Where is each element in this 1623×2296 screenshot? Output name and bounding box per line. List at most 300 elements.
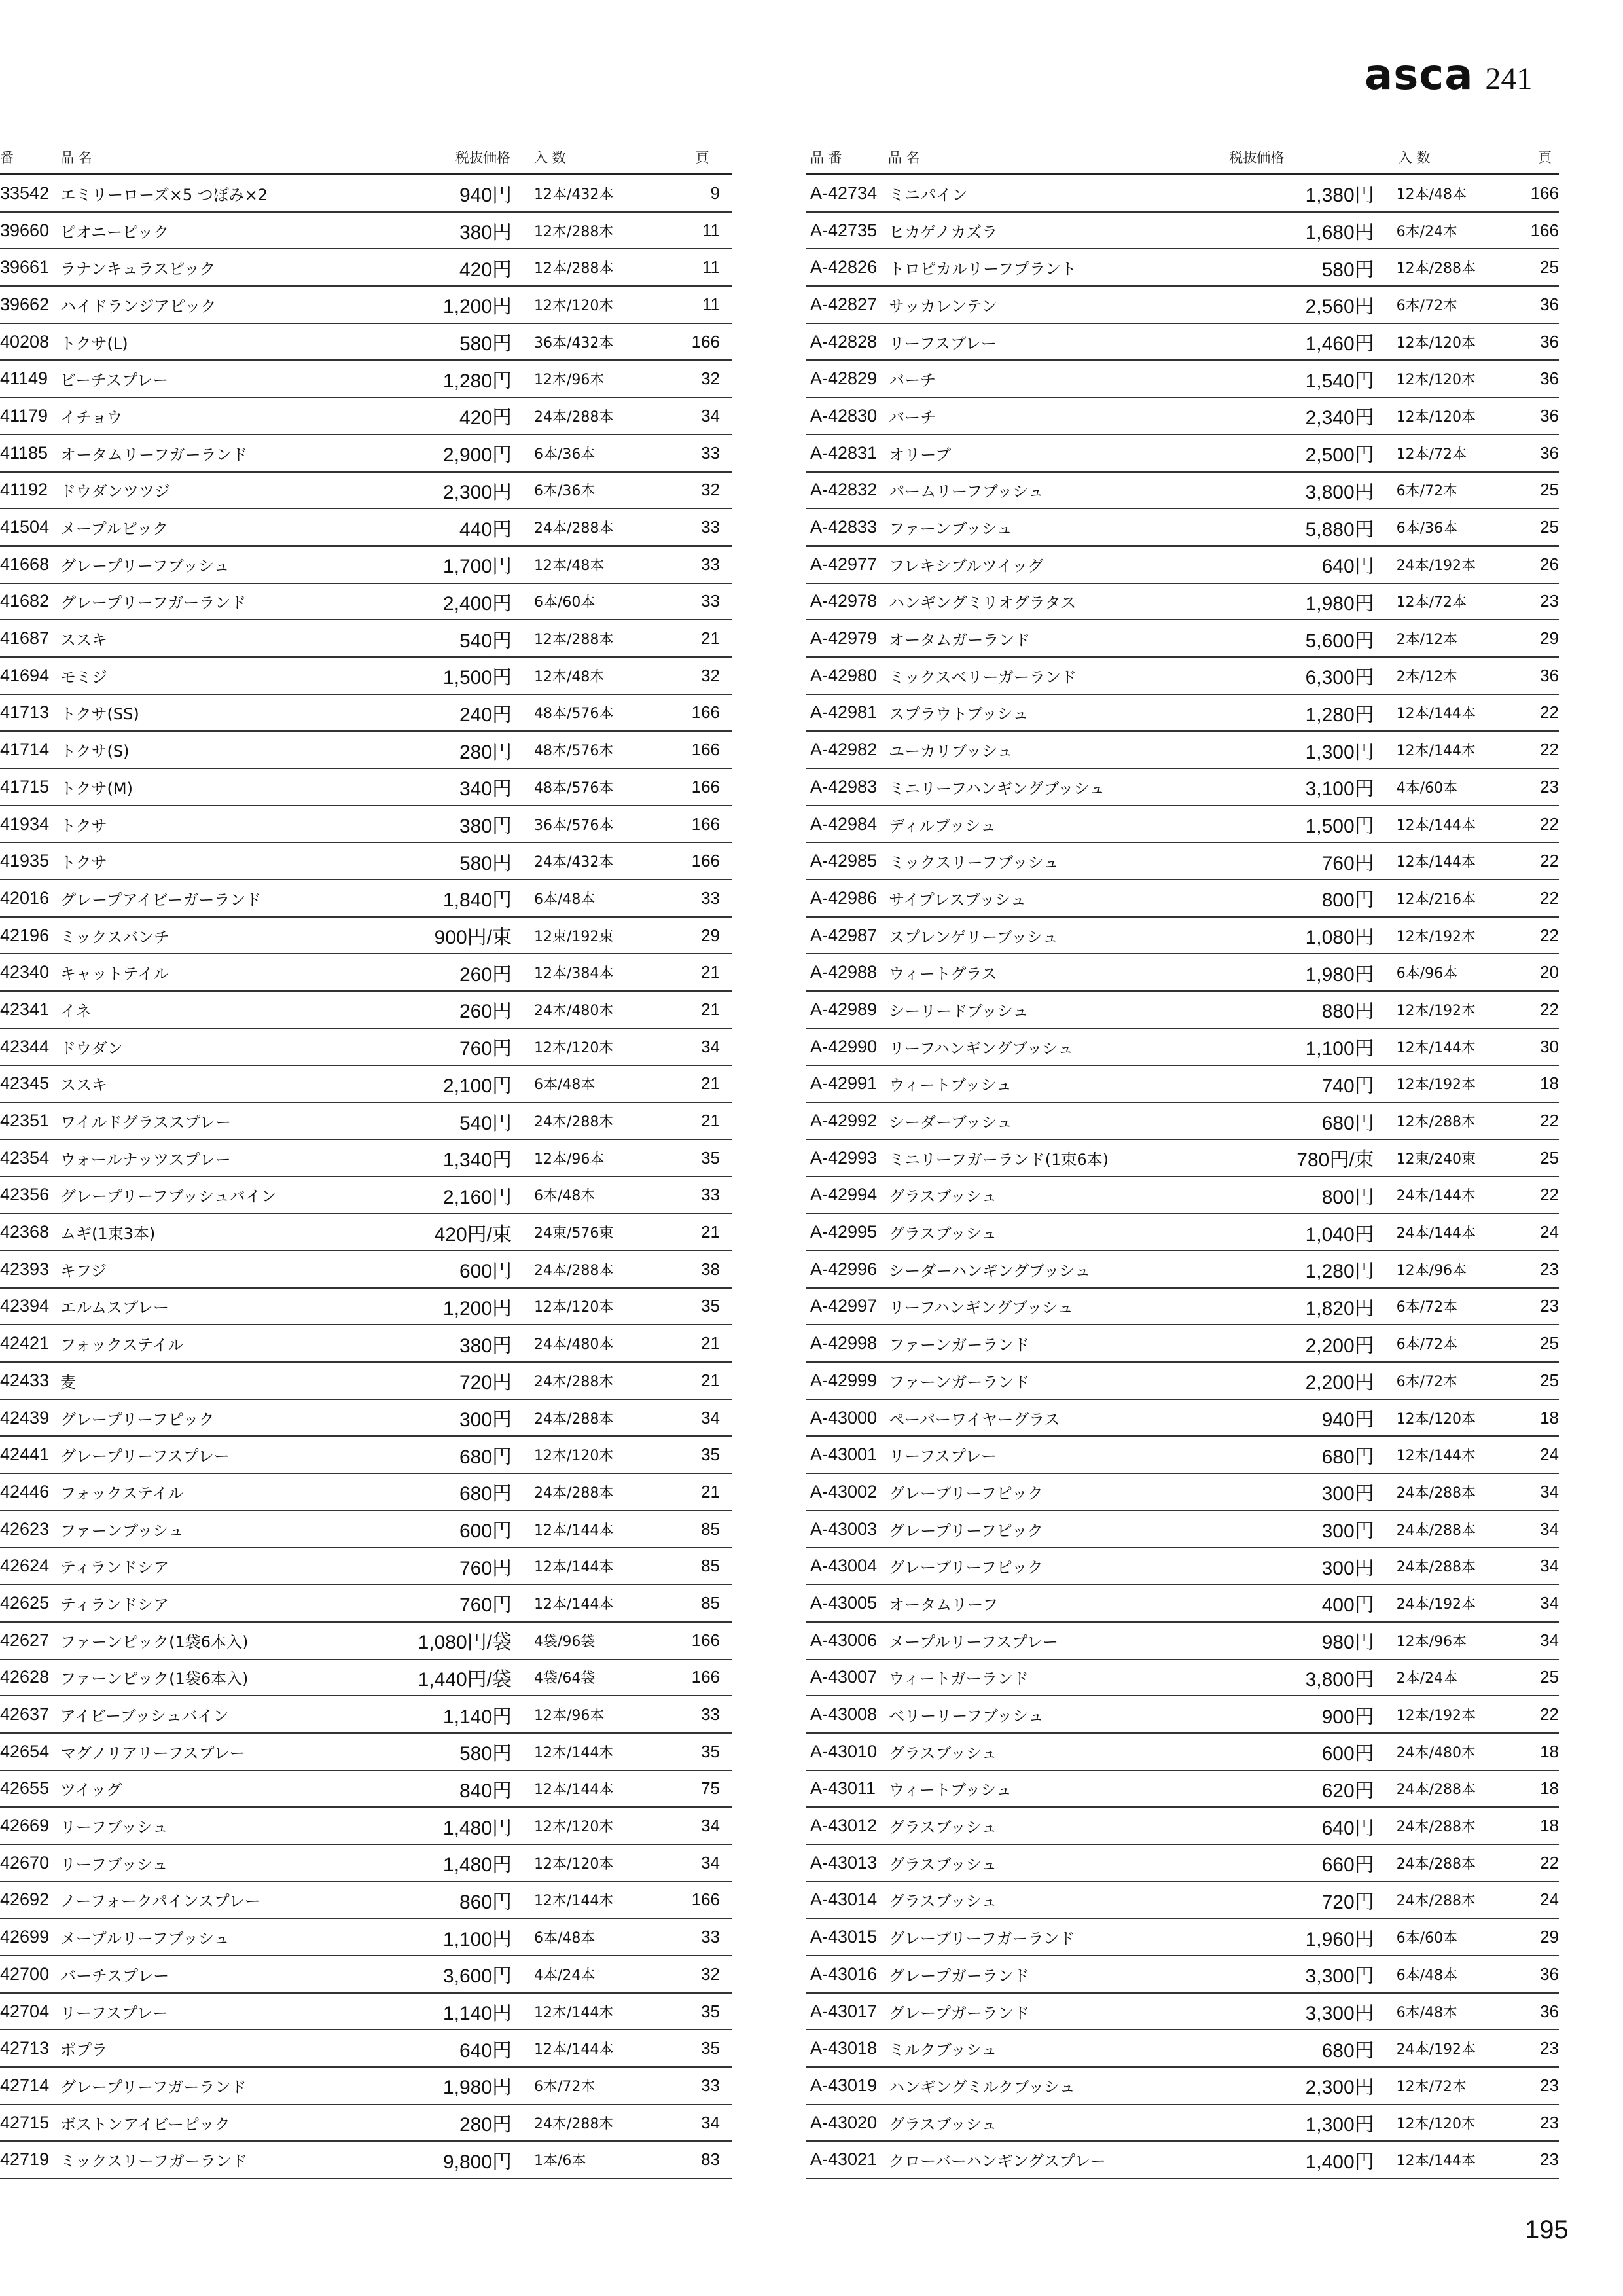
table-row bbox=[0, 1623, 732, 1660]
item-quantity: 24本/480本 bbox=[1396, 1744, 1476, 1761]
item-name: トクサ bbox=[60, 816, 107, 835]
table-row bbox=[806, 547, 1559, 584]
item-page: 23 bbox=[1540, 1259, 1559, 1279]
item-code: A-42988 bbox=[810, 962, 878, 982]
item-quantity: 6本/72本 bbox=[1396, 1299, 1458, 1316]
table-row bbox=[0, 175, 732, 213]
item-name: スプレンゲリーブッシュ bbox=[889, 927, 1058, 946]
item-price: 840円 bbox=[459, 1780, 512, 1802]
item-code: A-42996 bbox=[810, 1259, 878, 1279]
table-row bbox=[806, 769, 1559, 806]
item-quantity: 24本/480本 bbox=[534, 1336, 614, 1354]
item-price: 760円 bbox=[1321, 852, 1374, 874]
item-price: 380円 bbox=[459, 1335, 512, 1357]
item-price: 1,500円 bbox=[1305, 816, 1374, 838]
item-quantity: 24本/288本 bbox=[534, 1114, 614, 1131]
item-quantity: 6本/72本 bbox=[534, 2078, 596, 2095]
item-page: 11 bbox=[702, 294, 720, 314]
item-page: 33 bbox=[701, 517, 720, 537]
table-row bbox=[0, 1177, 732, 1215]
item-name: ボストンアイビーピック bbox=[60, 2115, 230, 2134]
item-name: キフジ bbox=[60, 1261, 107, 1280]
item-name: ミルクブッシュ bbox=[889, 2041, 997, 2060]
item-name: リーフスプレー bbox=[889, 334, 997, 353]
header-name: 品 名 bbox=[887, 150, 920, 166]
item-name: リーフブッシュ bbox=[60, 1855, 168, 1874]
item-page: 34 bbox=[701, 405, 720, 425]
item-price: 6,300円 bbox=[1305, 667, 1374, 689]
item-code: A-43002 bbox=[810, 1481, 878, 1501]
item-page: 22 bbox=[1540, 1185, 1559, 1205]
item-price: 540円 bbox=[459, 1112, 512, 1134]
table-row bbox=[0, 620, 732, 658]
item-name: ハンギングミルクブッシュ bbox=[889, 2077, 1075, 2096]
table-row bbox=[806, 1289, 1559, 1326]
item-page: 36 bbox=[1540, 665, 1559, 685]
item-price: 1,380円 bbox=[1305, 185, 1374, 207]
item-page: 25 bbox=[1540, 517, 1559, 537]
item-name: グラスブッシュ bbox=[889, 1225, 997, 1244]
table-row bbox=[0, 2068, 732, 2105]
item-price: 680円 bbox=[1321, 1112, 1374, 1134]
item-price: 1,280円 bbox=[442, 370, 512, 392]
item-page: 22 bbox=[1540, 1111, 1559, 1131]
item-price: 880円 bbox=[1321, 1001, 1374, 1023]
item-quantity: 12束/192束 bbox=[534, 928, 614, 945]
item-code: A-43013 bbox=[810, 1852, 878, 1873]
item-code: 41934 bbox=[0, 814, 50, 834]
item-code: A-43021 bbox=[810, 2149, 878, 2170]
item-code: 42393 bbox=[0, 1259, 50, 1279]
item-code: 39661 bbox=[0, 257, 50, 278]
table-row bbox=[806, 1029, 1559, 1066]
item-quantity: 6本/48本 bbox=[1396, 2004, 1458, 2021]
item-name: ウィートブッシュ bbox=[889, 1076, 1012, 1095]
item-name: トクサ(S) bbox=[60, 742, 130, 761]
item-code: 42016 bbox=[0, 888, 50, 908]
table-row bbox=[0, 992, 732, 1029]
item-name: グレープガーランド bbox=[889, 1966, 1029, 1985]
item-code: A-42997 bbox=[810, 1296, 878, 1316]
item-price: 260円 bbox=[459, 1001, 512, 1023]
item-name: オータムリーフ bbox=[889, 1595, 998, 1614]
item-page: 34 bbox=[701, 1407, 720, 1427]
item-name: キャットテイル bbox=[60, 965, 169, 984]
item-name: シーリードブッシュ bbox=[889, 1001, 1029, 1020]
item-price: 5,600円 bbox=[1305, 630, 1374, 652]
item-name: グレープリーフガーランド bbox=[889, 1929, 1075, 1948]
item-name: サッカレンテン bbox=[889, 296, 997, 315]
table-row bbox=[0, 1696, 732, 1734]
header-page: 頁 bbox=[1537, 150, 1552, 166]
item-code: 42699 bbox=[0, 1927, 50, 1947]
item-name: トクサ(M) bbox=[60, 779, 133, 798]
item-quantity: 12本/144本 bbox=[534, 2041, 614, 2058]
item-page: 166 bbox=[691, 740, 720, 760]
item-code: A-42828 bbox=[810, 331, 878, 351]
item-page: 34 bbox=[1540, 1630, 1559, 1650]
item-code: 42394 bbox=[0, 1296, 50, 1316]
item-name: メープルリーフブッシュ bbox=[60, 1929, 230, 1948]
table-row bbox=[806, 880, 1559, 918]
item-quantity: 36本/432本 bbox=[534, 334, 614, 351]
item-price: 580円 bbox=[1321, 259, 1374, 281]
item-code: A-42830 bbox=[810, 405, 878, 425]
item-name: ミックスリーフガーランド bbox=[60, 2152, 247, 2171]
item-page: 22 bbox=[1540, 999, 1559, 1019]
table-row bbox=[806, 1771, 1559, 1808]
item-name: アイビーブッシュバイン bbox=[60, 1707, 229, 1726]
item-page: 9 bbox=[710, 183, 720, 203]
item-price: 3,800円 bbox=[1305, 1668, 1374, 1691]
table-row bbox=[0, 435, 732, 473]
item-page: 21 bbox=[701, 1481, 720, 1501]
item-name: ミニパイン bbox=[889, 185, 968, 204]
item-quantity: 12本/144本 bbox=[534, 1596, 614, 1613]
item-code: A-42989 bbox=[810, 999, 878, 1019]
item-price: 420円 bbox=[459, 259, 512, 281]
item-quantity: 12本/384本 bbox=[534, 965, 614, 982]
item-quantity: 48本/576本 bbox=[534, 743, 614, 760]
item-page: 20 bbox=[1540, 962, 1559, 982]
item-page: 24 bbox=[1540, 1890, 1559, 1910]
item-price: 2,340円 bbox=[1305, 407, 1374, 429]
item-page: 32 bbox=[701, 480, 720, 500]
item-quantity: 12本/192本 bbox=[1396, 1077, 1476, 1094]
item-page: 22 bbox=[1540, 814, 1559, 834]
item-page: 21 bbox=[701, 1222, 720, 1242]
item-page: 75 bbox=[701, 1778, 720, 1799]
item-price: 1,820円 bbox=[1305, 1297, 1374, 1319]
item-price: 900円 bbox=[1321, 1706, 1374, 1728]
item-name: トクサ(SS) bbox=[60, 705, 139, 724]
table-row bbox=[806, 1994, 1559, 2031]
item-code: 39660 bbox=[0, 220, 50, 240]
table-row bbox=[806, 2030, 1559, 2068]
item-price: 900円/束 bbox=[434, 927, 512, 949]
item-name: ラナンキュラスピック bbox=[60, 260, 216, 279]
table-row bbox=[0, 473, 732, 510]
item-page: 18 bbox=[1540, 1741, 1559, 1761]
item-quantity: 12本/288本 bbox=[534, 260, 614, 278]
item-price: 1,480円 bbox=[442, 1854, 512, 1876]
item-page: 32 bbox=[701, 368, 720, 389]
item-page: 33 bbox=[701, 2075, 720, 2095]
item-price: 940円 bbox=[1321, 1409, 1374, 1431]
item-page: 25 bbox=[1540, 1667, 1559, 1687]
item-code: 42625 bbox=[0, 1592, 50, 1613]
item-code: A-43006 bbox=[810, 1630, 878, 1650]
item-price: 800円 bbox=[1321, 889, 1374, 912]
item-price: 1,280円 bbox=[1305, 1261, 1374, 1283]
item-code: A-42981 bbox=[810, 702, 878, 723]
item-price: 860円 bbox=[459, 1891, 512, 1913]
item-code: 42368 bbox=[0, 1222, 50, 1242]
item-page: 35 bbox=[701, 1147, 720, 1168]
table-row bbox=[0, 880, 732, 918]
item-name: ピオニーピック bbox=[60, 223, 169, 242]
item-quantity: 24本/144本 bbox=[1396, 1225, 1476, 1242]
item-page: 33 bbox=[701, 1185, 720, 1205]
page-number: 195 bbox=[1525, 2215, 1569, 2244]
item-price: 9,800円 bbox=[442, 2151, 512, 2173]
item-name: リーフスプレー bbox=[889, 1447, 997, 1466]
item-page: 25 bbox=[1540, 257, 1559, 278]
item-price: 760円 bbox=[459, 1038, 512, 1060]
item-quantity: 12本/144本 bbox=[534, 1744, 614, 1761]
table-row bbox=[0, 2142, 732, 2179]
item-quantity: 12本/144本 bbox=[1396, 817, 1476, 834]
item-code: A-42994 bbox=[810, 1185, 878, 1205]
item-name: スプラウトブッシュ bbox=[889, 705, 1029, 724]
item-name: ティランドシア bbox=[60, 1595, 169, 1614]
table-row bbox=[0, 2105, 732, 2142]
item-code: 42704 bbox=[0, 2001, 50, 2021]
item-code: 42356 bbox=[0, 1185, 50, 1205]
item-quantity: 12本/96本 bbox=[1396, 1262, 1467, 1279]
item-name: シーダーハンギングブッシュ bbox=[889, 1261, 1091, 1280]
item-page: 166 bbox=[691, 702, 720, 723]
table-row bbox=[806, 918, 1559, 955]
item-code: 42351 bbox=[0, 1111, 50, 1131]
item-page: 166 bbox=[691, 814, 720, 834]
table-row bbox=[806, 509, 1559, 547]
item-quantity: 12本/48本 bbox=[1396, 186, 1467, 203]
table-row bbox=[806, 249, 1559, 287]
item-price: 1,300円 bbox=[1305, 741, 1374, 763]
item-page: 85 bbox=[701, 1518, 720, 1539]
item-quantity: 24本/480本 bbox=[534, 1002, 614, 1019]
item-code: A-43000 bbox=[810, 1407, 878, 1427]
item-price: 3,600円 bbox=[442, 1965, 512, 1988]
item-price: 5,880円 bbox=[1305, 518, 1374, 541]
item-page: 35 bbox=[701, 1741, 720, 1761]
item-name: ヒカゲノカズラ bbox=[889, 223, 998, 242]
item-page: 23 bbox=[1540, 2038, 1559, 2058]
item-quantity: 12本/120本 bbox=[1396, 334, 1476, 351]
item-quantity: 12本/72本 bbox=[1396, 2078, 1467, 2095]
item-page: 34 bbox=[701, 1816, 720, 1836]
header-name: 品 名 bbox=[60, 150, 92, 166]
header-page: 頁 bbox=[695, 150, 709, 166]
item-code: A-42827 bbox=[810, 294, 878, 314]
item-quantity: 12本/192本 bbox=[1396, 1002, 1476, 1019]
item-page: 34 bbox=[1540, 1481, 1559, 1501]
table-row bbox=[0, 213, 732, 250]
item-price: 2,300円 bbox=[1305, 2077, 1374, 2099]
item-code: A-42833 bbox=[810, 517, 878, 537]
item-name: ファーンブッシュ bbox=[889, 520, 1013, 539]
item-price: 720円 bbox=[1321, 1891, 1374, 1913]
table-row bbox=[0, 1919, 732, 1956]
table-row bbox=[0, 695, 732, 732]
item-quantity: 12本/72本 bbox=[1396, 446, 1467, 463]
item-name: リーフハンギングブッシュ bbox=[889, 1039, 1074, 1058]
item-price: 800円 bbox=[1321, 1186, 1374, 1208]
item-quantity: 12本/120本 bbox=[534, 1856, 614, 1873]
item-page: 85 bbox=[701, 1556, 720, 1576]
item-page: 36 bbox=[1540, 1964, 1559, 1984]
item-code: A-42831 bbox=[810, 442, 878, 463]
item-code: 42345 bbox=[0, 1073, 50, 1094]
item-price: 680円 bbox=[459, 1446, 512, 1468]
item-code: 42628 bbox=[0, 1667, 50, 1687]
item-quantity: 12本/288本 bbox=[1396, 260, 1476, 278]
item-price: 400円 bbox=[1321, 1594, 1374, 1617]
item-quantity: 48本/576本 bbox=[534, 780, 614, 797]
item-page: 11 bbox=[702, 220, 720, 240]
table-row bbox=[806, 473, 1559, 510]
item-quantity: 6本/96本 bbox=[1396, 965, 1458, 982]
table-row bbox=[806, 843, 1559, 880]
item-quantity: 12本/144本 bbox=[534, 1559, 614, 1576]
table-row bbox=[0, 1103, 732, 1140]
item-page: 166 bbox=[691, 331, 720, 351]
item-quantity: 24本/288本 bbox=[534, 1262, 614, 1279]
item-page: 36 bbox=[1540, 442, 1559, 463]
item-code: 42439 bbox=[0, 1407, 50, 1427]
item-code: A-42982 bbox=[810, 740, 878, 760]
item-page: 34 bbox=[701, 1852, 720, 1873]
item-price: 3,300円 bbox=[1305, 2003, 1374, 2025]
item-price: 1,980円 bbox=[1305, 963, 1374, 986]
item-name: ウィートガーランド bbox=[889, 1670, 1029, 1689]
item-name: バーチ bbox=[889, 408, 936, 427]
item-name: メープルピック bbox=[60, 520, 168, 539]
table-row bbox=[0, 1325, 732, 1363]
table-row bbox=[806, 732, 1559, 769]
item-name: ムギ(1束3本) bbox=[60, 1225, 156, 1244]
item-code: 42692 bbox=[0, 1890, 50, 1910]
table-row bbox=[0, 843, 732, 880]
item-quantity: 6本/48本 bbox=[534, 1188, 596, 1205]
item-page: 30 bbox=[1540, 1036, 1559, 1056]
item-price: 600円 bbox=[1321, 1743, 1374, 1765]
item-quantity: 24本/288本 bbox=[1396, 1782, 1476, 1799]
item-page: 24 bbox=[1540, 1222, 1559, 1242]
item-page: 18 bbox=[1540, 1073, 1559, 1094]
table-row bbox=[806, 1400, 1559, 1437]
item-quantity: 6本/60本 bbox=[534, 594, 596, 611]
item-code: 42623 bbox=[0, 1518, 50, 1539]
table-row bbox=[806, 658, 1559, 695]
item-page: 85 bbox=[701, 1592, 720, 1613]
item-name: リーフハンギングブッシュ bbox=[889, 1299, 1074, 1318]
item-price: 440円 bbox=[459, 518, 512, 541]
item-name: グレープリーフスプレー bbox=[60, 1447, 230, 1466]
item-price: 260円 bbox=[459, 963, 512, 986]
item-quantity: 6本/48本 bbox=[534, 891, 596, 908]
item-quantity: 12本/288本 bbox=[1396, 1114, 1476, 1131]
item-page: 23 bbox=[1540, 2149, 1559, 2170]
item-quantity: 12本/120本 bbox=[534, 1819, 614, 1836]
item-name: ミックスバンチ bbox=[60, 927, 170, 946]
header-qty: 入 数 bbox=[534, 150, 566, 166]
item-page: 24 bbox=[1540, 1444, 1559, 1465]
item-name: ミニリーフハンギングブッシュ bbox=[889, 779, 1105, 798]
item-page: 33 bbox=[701, 1927, 720, 1947]
table-row bbox=[806, 1177, 1559, 1215]
item-code: 42713 bbox=[0, 2038, 50, 2058]
item-page: 21 bbox=[701, 1333, 720, 1354]
item-name: フォックステイル bbox=[60, 1484, 184, 1503]
item-price: 2,300円 bbox=[442, 481, 512, 503]
item-price: 620円 bbox=[1321, 1780, 1374, 1802]
item-page: 166 bbox=[691, 1630, 720, 1650]
item-code: 42344 bbox=[0, 1036, 50, 1056]
item-quantity: 24束/576束 bbox=[534, 1225, 614, 1242]
item-price: 1,700円 bbox=[442, 556, 512, 578]
table-row bbox=[806, 2105, 1559, 2142]
brand-header bbox=[1364, 51, 1532, 99]
item-name: グレープリーフピック bbox=[889, 1484, 1043, 1503]
item-quantity: 24本/192本 bbox=[1396, 557, 1476, 574]
item-quantity: 12本/120本 bbox=[1396, 2115, 1476, 2132]
table-body bbox=[0, 175, 732, 2179]
item-quantity: 12本/120本 bbox=[1396, 1410, 1476, 1427]
item-page: 11 bbox=[702, 257, 720, 278]
item-price: 540円 bbox=[459, 630, 512, 652]
item-quantity: 2本/12本 bbox=[1396, 668, 1458, 685]
item-page: 29 bbox=[1540, 628, 1559, 649]
item-page: 38 bbox=[701, 1259, 720, 1279]
item-quantity: 12本/120本 bbox=[534, 297, 614, 314]
item-quantity: 6本/24本 bbox=[1396, 223, 1458, 240]
item-price: 3,800円 bbox=[1305, 481, 1374, 503]
item-code: A-43008 bbox=[810, 1704, 878, 1725]
item-price: 740円 bbox=[1321, 1075, 1374, 1097]
item-name: シーダーブッシュ bbox=[889, 1113, 1012, 1132]
item-name: ドウダン bbox=[60, 1039, 123, 1058]
item-quantity: 12本/144本 bbox=[1396, 854, 1476, 871]
table-row bbox=[0, 1214, 732, 1251]
item-code: 41687 bbox=[0, 628, 50, 649]
item-quantity: 12本/144本 bbox=[534, 1893, 614, 1910]
item-code: 42669 bbox=[0, 1816, 50, 1836]
table-row bbox=[806, 1956, 1559, 1994]
item-name: トクサ(L) bbox=[60, 334, 128, 353]
item-price: 1,680円 bbox=[1305, 222, 1374, 244]
item-page: 33 bbox=[701, 1704, 720, 1725]
item-quantity: 6本/36本 bbox=[534, 483, 596, 500]
item-price: 940円 bbox=[459, 185, 512, 207]
item-page: 36 bbox=[1540, 294, 1559, 314]
item-page: 32 bbox=[701, 665, 720, 685]
item-code: 42670 bbox=[0, 1852, 50, 1873]
item-code: A-42977 bbox=[810, 554, 878, 574]
item-code: A-43012 bbox=[810, 1816, 878, 1836]
item-code: 41713 bbox=[0, 702, 50, 723]
item-price: 580円 bbox=[459, 1743, 512, 1765]
item-code: 41694 bbox=[0, 665, 50, 685]
table-body bbox=[806, 175, 1559, 2179]
item-price: 780円/束 bbox=[1296, 1149, 1374, 1172]
item-code: 42624 bbox=[0, 1556, 50, 1576]
item-price: 1,300円 bbox=[1305, 2114, 1374, 2136]
item-code: A-43001 bbox=[810, 1444, 878, 1465]
table-header bbox=[806, 141, 1559, 175]
item-name: ファーンピック(1袋6本入) bbox=[60, 1632, 249, 1651]
item-code: A-43019 bbox=[810, 2075, 878, 2095]
item-page: 36 bbox=[1540, 405, 1559, 425]
item-price: 280円 bbox=[459, 2114, 512, 2136]
item-code: A-42990 bbox=[810, 1036, 878, 1056]
item-price: 380円 bbox=[459, 816, 512, 838]
item-page: 21 bbox=[701, 1073, 720, 1094]
item-name: ファーンガーランド bbox=[889, 1336, 1030, 1355]
table-row bbox=[0, 249, 732, 287]
item-page: 18 bbox=[1540, 1407, 1559, 1427]
